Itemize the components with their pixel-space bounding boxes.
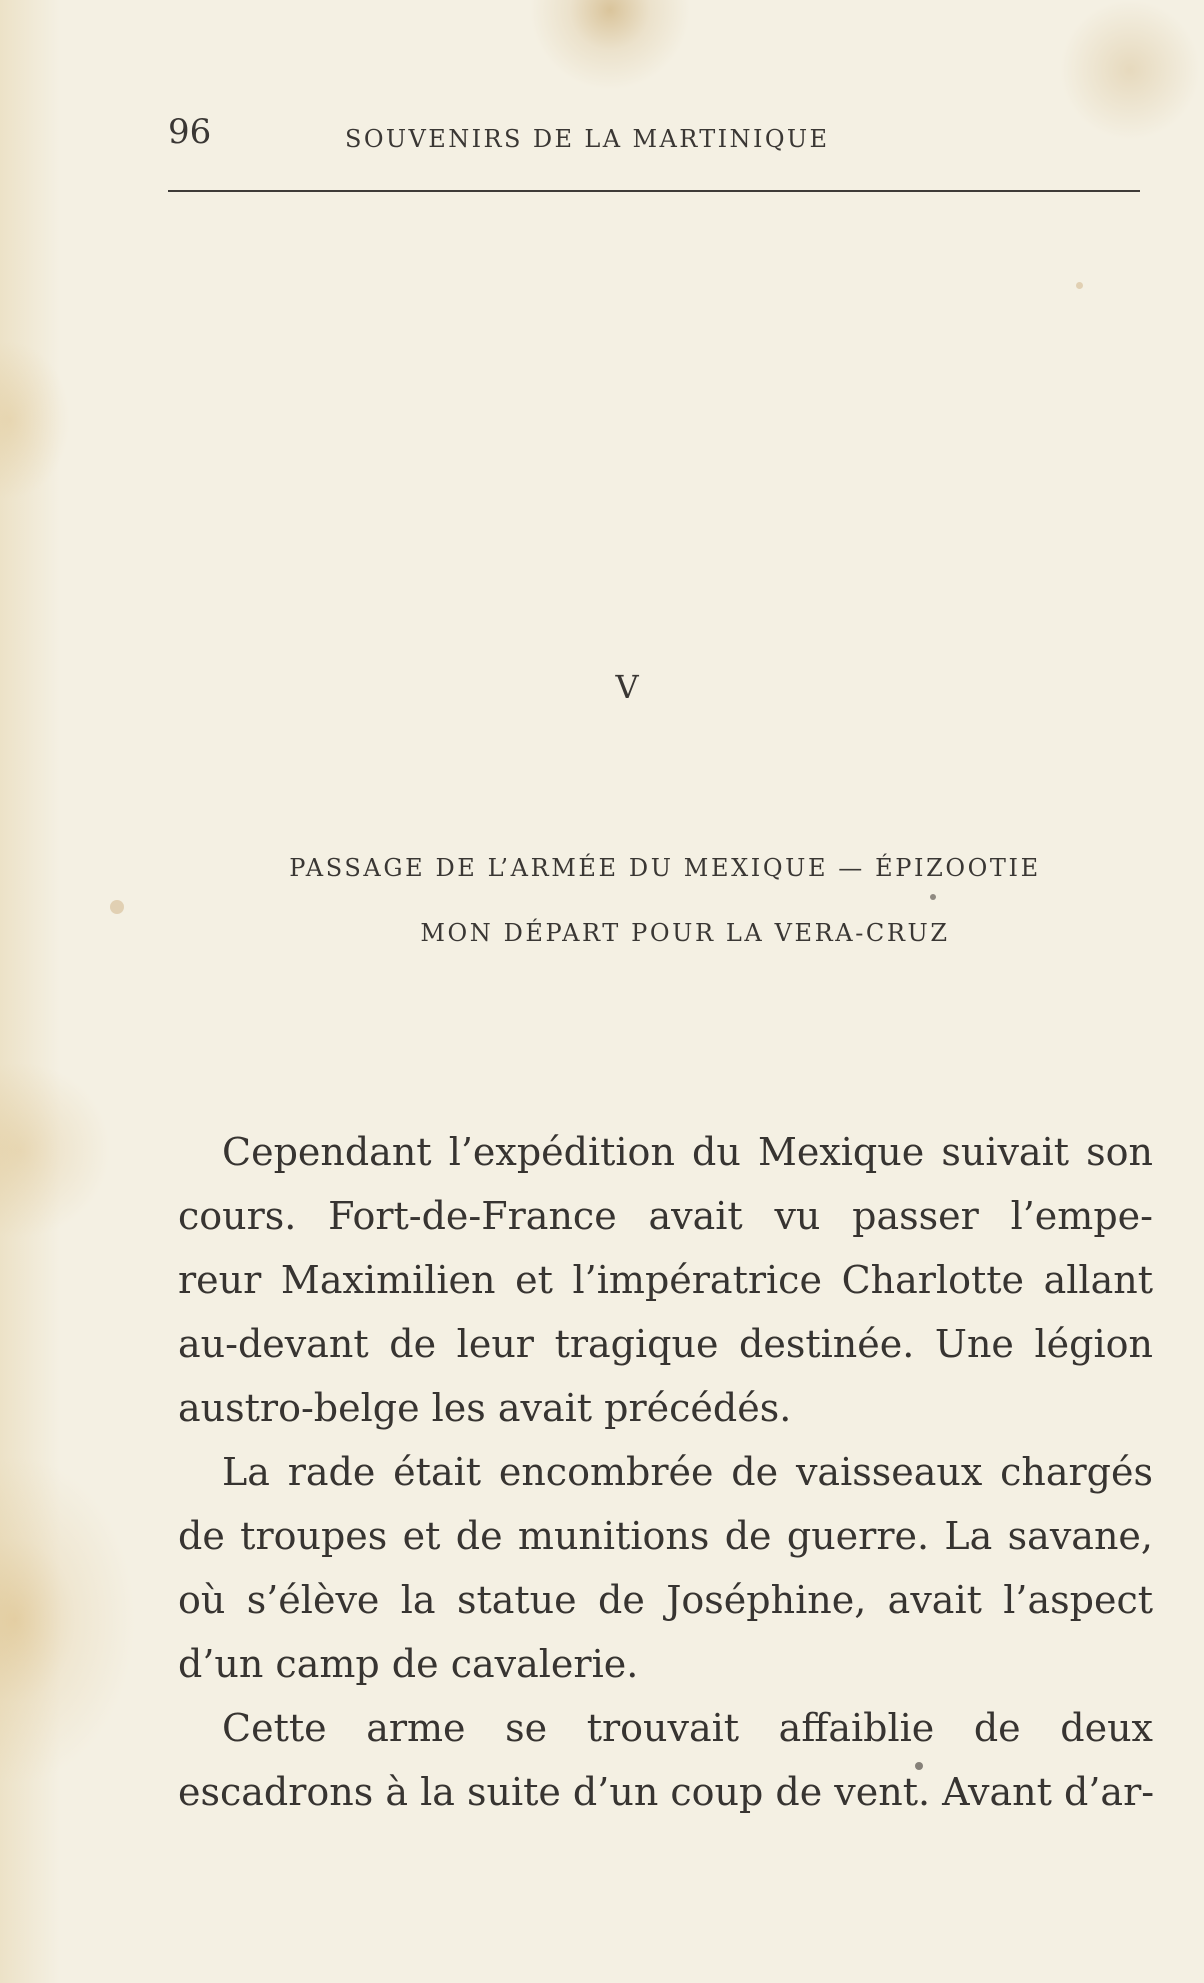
text-line: escadrons à la suite d’un coup de vent. Avant d’ar- (178, 1770, 1155, 1814)
text-line: cours. Fort-de-France avait vu passer l’empe- (178, 1194, 1153, 1238)
text-line: austro-belge les avait précédés. (178, 1386, 792, 1430)
body-text (178, 1120, 1153, 1840)
text-line: reur Maximilien et l’impératrice Charlotte allant (178, 1258, 1153, 1302)
ink-speck (1076, 282, 1083, 289)
chapter-title-line-2: MON DÉPART POUR LA VERA-CRUZ (420, 919, 950, 947)
running-title: SOUVENIRS DE LA MARTINIQUE (345, 125, 830, 153)
text-line: Cependant l’expédition du Mexique suivait son (222, 1130, 1153, 1174)
text-line: La rade était encombrée de vaisseaux chargés (222, 1450, 1153, 1494)
header-rule (168, 190, 1140, 192)
page-number: 96 (168, 112, 212, 152)
chapter-number: V (615, 668, 639, 706)
text-line: Cette arme se trouvait affaiblie de deux (222, 1706, 1153, 1750)
text-line: au-devant de leur tragique destinée. Une légion (178, 1322, 1153, 1366)
chapter-title-line-1: PASSAGE DE L’ARMÉE DU MEXIQUE — ÉPIZOOTIE (289, 854, 1041, 882)
foxing-spot (110, 900, 124, 914)
text-line: de troupes et de munitions de guerre. La savane, (178, 1514, 1153, 1558)
ink-speck (930, 894, 936, 900)
text-line: d’un camp de cavalerie. (178, 1642, 639, 1686)
text-line: où s’élève la statue de Joséphine, avait l’aspect (178, 1578, 1153, 1622)
